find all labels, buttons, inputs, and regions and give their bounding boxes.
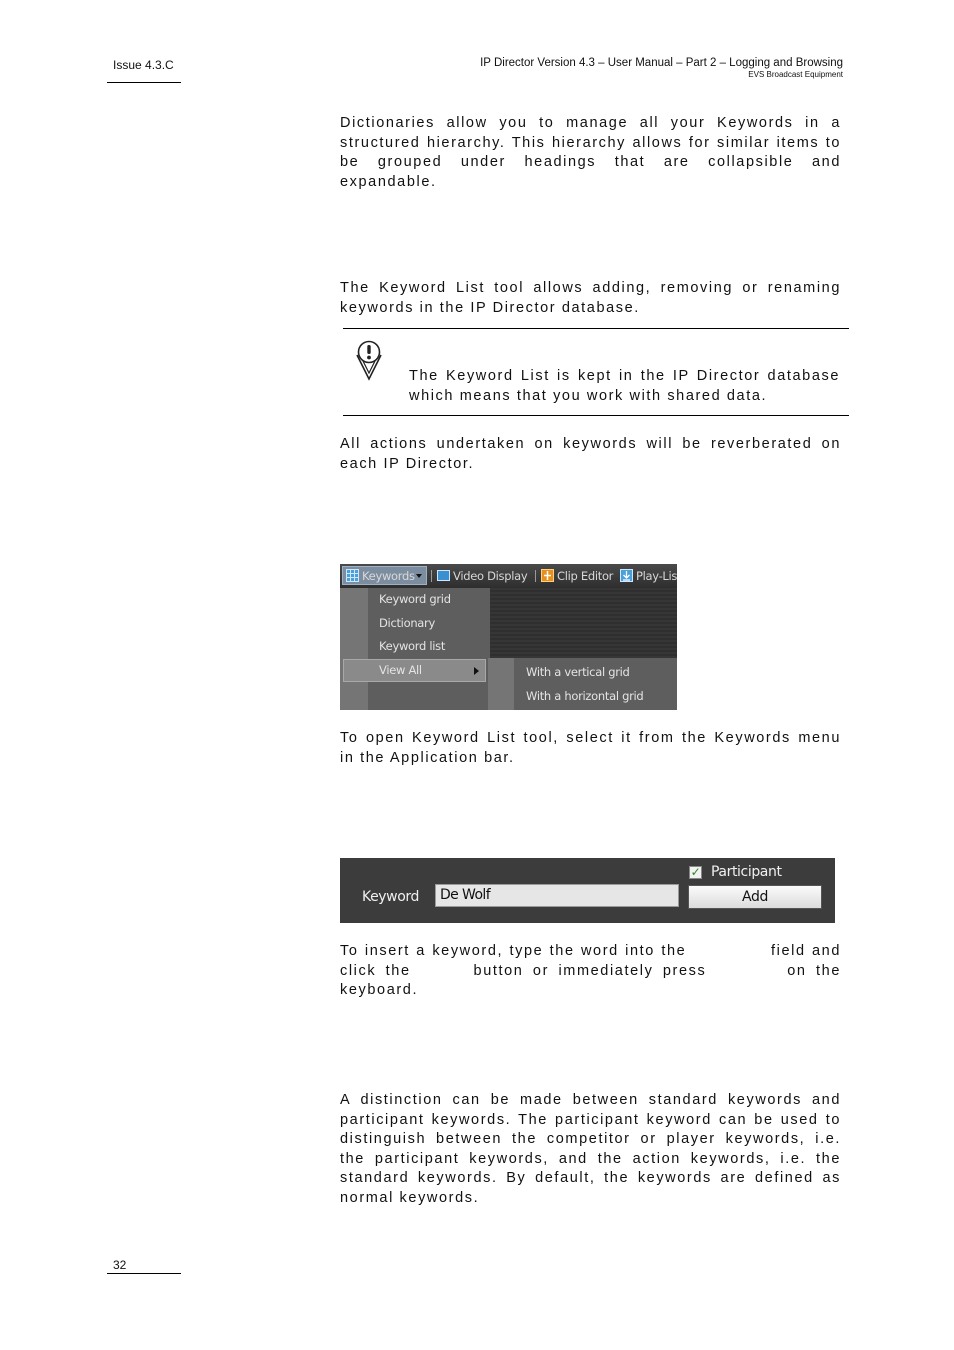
page-number: 32 (113, 1258, 127, 1272)
running-header (480, 57, 843, 80)
participant-checkbox[interactable]: ✓ (690, 865, 701, 879)
menu-gutter (340, 588, 368, 710)
paragraph-participant: A distinction can be made between standard keywords and participant keywords. The participant keyword can be used to distinguish between the competitor or player keywords, i.e. the participant keywords, and the action keywords, i.e. the standard keywords. By default, the keywords are defined as normal keywords. (340, 1092, 841, 1206)
monitor-icon (437, 569, 450, 582)
clip-editor-icon (541, 569, 554, 582)
video-display-label: Video Display (453, 569, 528, 583)
text-segment: To insert a keyword, type the word into the (340, 943, 687, 959)
keywords-menu-button[interactable] (342, 566, 427, 585)
issue-label: Issue 4.3.C (113, 58, 174, 72)
keyword-field-label: Keyword (362, 889, 419, 905)
menu-item-keyword-grid[interactable]: Keyword grid (379, 592, 451, 606)
menu-gutter (488, 658, 514, 710)
submenu-item-horizontal-grid[interactable]: With a horizontal grid (526, 689, 644, 703)
view-all-submenu (488, 658, 677, 710)
background-panel (490, 588, 677, 660)
paragraph-actions: All actions undertaken on keywords will be reverberated on each IP Director. (340, 436, 841, 472)
manual-title: IP Director Version 4.3 – User Manual – Part 2 – Logging and Browsing (480, 57, 843, 69)
submenu-item-vertical-grid[interactable]: With a vertical grid (526, 665, 630, 679)
note-top-rule (343, 328, 849, 329)
playlist-icon (620, 569, 633, 582)
application-bar (340, 564, 677, 588)
grid-icon (346, 569, 359, 582)
video-display-button[interactable] (437, 568, 527, 584)
submenu-arrow-icon (474, 667, 479, 675)
text-segment: on the keyboard. (340, 962, 842, 998)
note-bottom-rule (343, 415, 849, 416)
clip-editor-label: Clip Editor (557, 569, 614, 583)
chevron-down-icon (416, 574, 422, 578)
paragraph-dictionaries: Dictionaries allow you to manage all your Keywords in a structured hierarchy. This hierarchy allows for similar items to be grouped under headings that are collapsible and expandable. (340, 115, 841, 190)
company-name: EVS Broadcast Equipment (748, 70, 843, 79)
keywords-dropdown-menu (340, 588, 490, 710)
menu-item-dictionary[interactable]: Dictionary (379, 616, 435, 630)
footer-rule (107, 1273, 181, 1274)
text-segment: button or immediately press (473, 962, 707, 979)
clip-editor-button[interactable] (541, 568, 613, 584)
keyword-entry-screenshot (340, 858, 835, 923)
keyword-input[interactable]: De Wolf (435, 884, 679, 907)
text-segment: field and click the (340, 943, 841, 979)
keywords-menu-screenshot (340, 564, 677, 710)
header-rule (107, 82, 181, 83)
paragraph-keyword-list: The Keyword List tool allows adding, removing or renaming keywords in the IP Director database. (340, 280, 841, 316)
menu-item-keyword-list[interactable]: Keyword list (379, 639, 446, 653)
note-text: The Keyword List is kept in the IP Director database which means that you work with shared data. (409, 368, 840, 404)
note-icon (352, 339, 386, 381)
toolbar-separator (535, 570, 536, 582)
playlist-button[interactable] (620, 568, 677, 584)
playlist-label: Play-Lis (636, 569, 677, 583)
participant-label: Participant (711, 864, 782, 880)
keywords-menu-label: Keywords (362, 569, 415, 583)
toolbar-separator (431, 570, 432, 582)
add-button[interactable]: Add (688, 885, 822, 909)
menu-item-view-all[interactable]: View All (379, 663, 422, 677)
paragraph-open-tool: To open Keyword List tool, select it from the Keywords menu in the Application bar. (340, 730, 841, 766)
paragraph-insert-keyword (340, 942, 841, 1001)
